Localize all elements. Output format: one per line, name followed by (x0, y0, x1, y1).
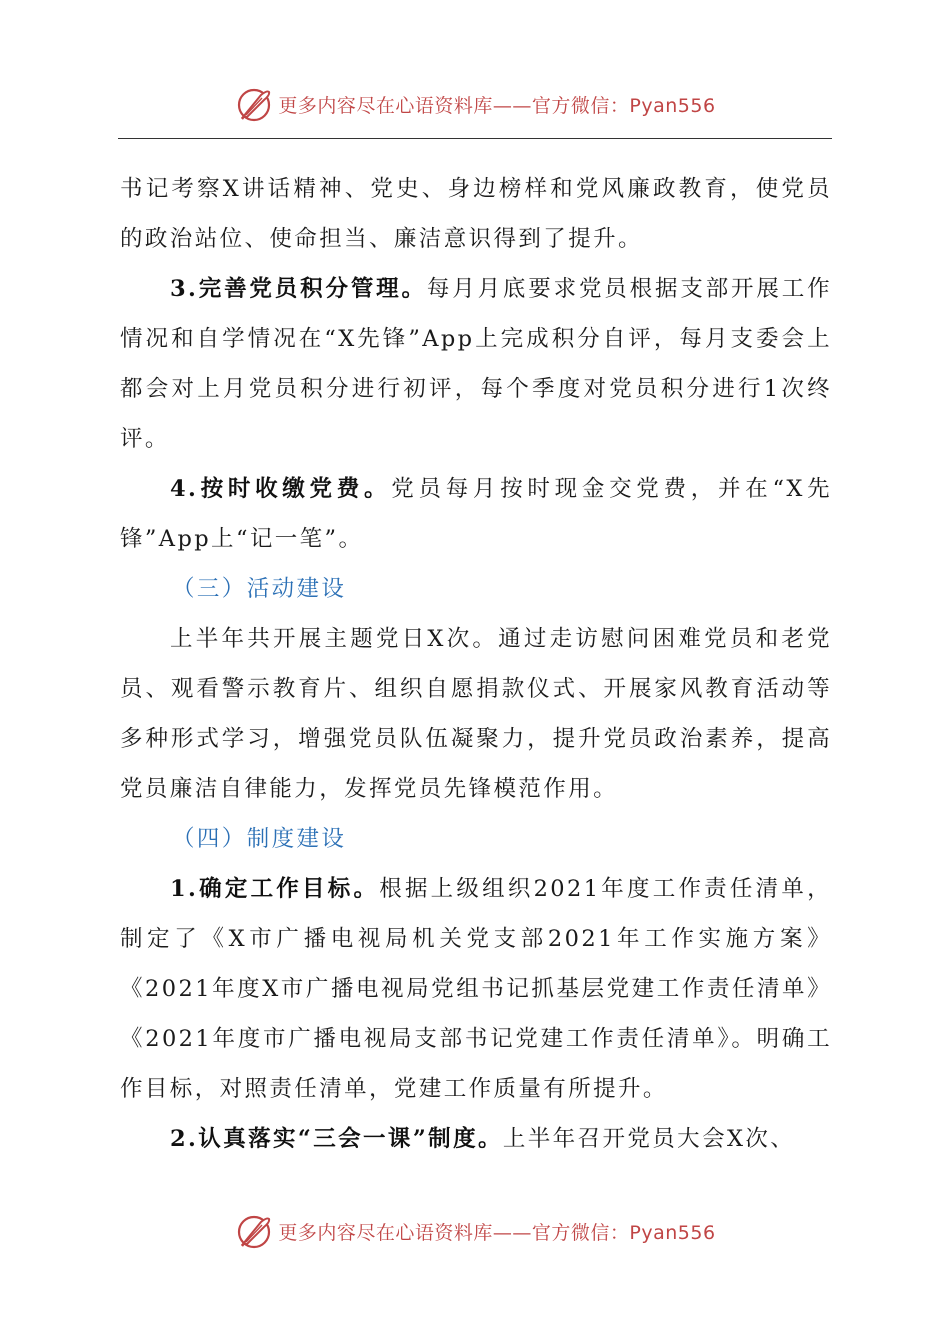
header-banner (0, 84, 950, 124)
header-divider (118, 138, 832, 139)
banner-text: 更多内容尽在心语资料库——官方微信：Pyan556 (278, 1221, 716, 1244)
paragraph-lead: 3.完善党员积分管理。 (170, 276, 427, 302)
wechat-handle: Pyan556 (629, 94, 716, 117)
quill-pen-logo-icon (234, 84, 274, 124)
paragraph-points-management: 3.完善党员积分管理。每月月底要求党员根据支部开展工作情况和自学情况在“X先锋”App上完成积分自评，每月支委会上都会对上月党员积分进行初评，每个季度对党员积分进行1次终评。 (120, 276, 832, 452)
banner-text: 更多内容尽在心语资料库——官方微信：Pyan556 (278, 94, 716, 117)
paragraph-work-goals: 1.确定工作目标。根据上级组织2021年度工作责任清单，制定了《X市广播电视局机关党支部2021年工作实施方案》《2021年度X市广播电视局党组书记抓基层党建工作责任清单》《2021年度市广播电视局支部书记党建工作责任清单》。明确工作目标，对照责任清单，党建工作质量有所提升。 (120, 876, 832, 1102)
section-heading-activities: （三）活动建设 (172, 576, 347, 602)
paragraph-party-dues: 4.按时收缴党费。党员每月按时现金交党费，并在“X先锋”App上“记一笔”。 (120, 476, 832, 552)
paragraph-three-meetings: 2.认真落实“三会一课”制度。上半年召开党员大会X次、 (170, 1126, 796, 1152)
section-heading-system: （四）制度建设 (172, 826, 347, 852)
wechat-handle: Pyan556 (629, 1221, 716, 1244)
paragraph-lead: 1.确定工作目标。 (170, 876, 380, 902)
paragraph-1: 书记考察X讲话精神、党史、身边榜样和党风廉政教育，使党员的政治站位、使命担当、廉洁意识得到了提升。 (120, 176, 832, 252)
paragraph-lead: 4.按时收缴党费。 (170, 476, 392, 502)
document-body (120, 164, 832, 1164)
footer-banner (0, 1211, 950, 1251)
paragraph-activities: 上半年共开展主题党日X次。通过走访慰问困难党员和老党员、观看警示教育片、组织自愿捐款仪式、开展家风教育活动等多种形式学习，增强党员队伍凝聚力，提升党员政治素养，提高党员廉洁自律能力，发挥党员先锋模范作用。 (120, 626, 832, 802)
paragraph-lead: 2.认真落实“三会一课”制度。 (170, 1126, 503, 1152)
quill-pen-logo-icon (234, 1211, 274, 1251)
